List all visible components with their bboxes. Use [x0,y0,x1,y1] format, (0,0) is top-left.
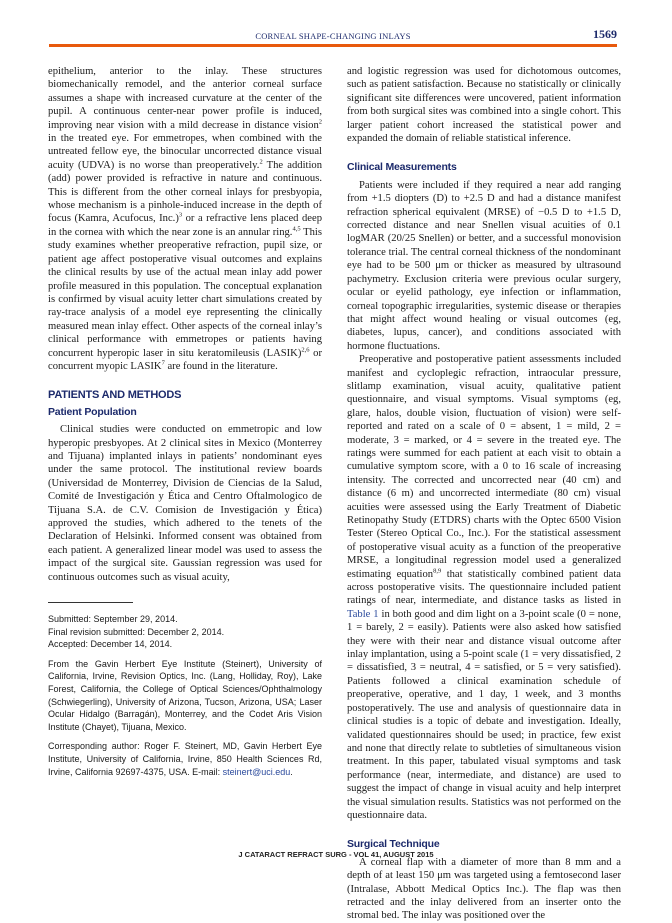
submitted-date: Submitted: September 29, 2014. [48,614,178,625]
revision-date: Final revision submitted: December 2, 2014. [48,626,225,637]
section-heading: PATIENTS AND METHODS [48,389,182,402]
footnotes [48,613,322,778]
running-title: CORNEAL SHAPE-CHANGING INLAYS [255,31,411,41]
inclusion-criteria-paragraph: Patients were included if they required a near add ranging from +1.5 diopters (D) to +2.5 D and had a distance manifest refraction spherical equivalent (MRSE) of −0.5 D to +1.5 D, corrected distance and near Snellen visual acuities of 0.1 logMAR (20/25 Snellen) or better, and a successful monovision tolerance trial. The central corneal thickness of the nondominant eye had to be 500 μm or thicker as measured by ultrasound pachymetry. Exclusion criteria were previous ocular surgery, ocular or eyelid pathology, eye infection or inflammation, corneal topographic irregularities, systemic disease or therapies that might affect wound healing or visual outcomes (eg, diabetes, lupus, cancer), and conditions associated with hormone fluctuations. [347,179,621,352]
left-column [48,65,322,778]
right-column [347,65,621,923]
journal-footer: J CATARACT REFRACT SURG - VOL 41, AUGUST 2015 [238,850,434,859]
reference-link[interactable]: 8,9 [433,567,442,575]
page-header [49,24,617,46]
reference-link[interactable]: 2 [318,118,322,126]
subsection-heading: Patient Population [48,405,137,418]
footnote-divider [48,602,133,603]
reference-link[interactable]: 7 [161,359,165,367]
header-rule [49,44,617,47]
reference-link[interactable]: 3 [178,211,183,219]
reference-link[interactable]: 4,5 [292,225,301,233]
subsection-heading: Clinical Measurements [347,161,457,174]
intro-paragraph: epithelium, anterior to the inlay. These structures biomechanically remodel, and the anterior corneal surface assumes a shape with increased curvature at the center of the pupil. A continuous center-near power profile is induced, improving near vision with a mild decrease in distance vision$^2$ in the treated eye. For emmetropes, when combined with the untreated fellow eye, the binocular uncorrected distance visual acuity (UDVA) is no worse than preoperatively.$^2$ The addition (add) power provided is refractive in nature and continuous. This is different from the other corneal inlays for presbyopia, whose mechanism is a pinhole-induced increase in the depth of focus (Kamra, Acufocus, Inc.)$^3$ or a refractive lens placed deep in the cornea with which the near zone is an annular ring.$^{4,5}$ This study examines whether preoperative refraction, pupil size, or patient age affect postoperative visual outcomes and explains the clinical results by use of the actual mean inlay add power profile measured in this population. The conceptual explanation is confirmed by visual acuity letter chart simulations created by ray-trace analysis of a model eye representing the clinically measured mean inlay effect. Other aspects of the corneal inlay’s clinical performance with emmetropes or patients having concurrent hyperopic laser in situ keratomileusis (LASIK)$^{2,6}$ or concurrent myopic LASIK$^7$ are found in the literature. [48,66,323,372]
reference-link[interactable]: 2,6 [301,346,310,353]
email-link[interactable]: steinert@uci.edu [222,766,291,777]
affiliations: From the Gavin Herbert Eye Institute (Steinert), University of California, Irvine, Revision Optics, Inc. (Lang, Holliday, Roy), Lake Forest, California, the College of Optical Sciences/Ophthalmology (Schwiegerling), University of Arizona, Tucson, Arizona, USA; Laser Ocular Hidalgo (Barragán), Monterrey, and the Codet Aris Vision Institute (Chayet), Tijuana, Mexico. [48,658,322,732]
surgical-technique-paragraph: A corneal flap with a diameter of more than 8 mm and a depth of at least 150 μm was targeted using a femtosecond laser (Intralase, Abbott Medical Optics Inc.). The flap was then retracted and the inlay delivered from an inserter onto the stromal bed. The inlay was positioned over the [347,856,621,922]
reference-link[interactable]: 2 [259,158,263,166]
table-link[interactable]: Table 1 [347,608,379,620]
assessments-paragraph: Preoperative and postoperative patient assessments included manifest and cycloplegic refraction, intraocular pressure, slitlamp examination, visual acuity, qualitative patient questionnaire, and visual symptoms. Visual symptoms (eg, glare, halos, double vision, fluctuation of vision) were self-reported and rated on a scale of 0 = absent, 1 = mild, 2 = moderate, 3 = marked, or 4 = severe in the treated eye. The ratings were summed for each patient at each visit to obtain a cumulative symptom score, with a 0 to 16 scale of increasing intensity. The corrected and uncorrected near (40 cm) and distance (6 m) and uncorrected intermediate (80 cm) visual acuities were assessed using the Early Treatment of Diabetic Retinopathy Study (ETDRS) charts with the Optec 6500 Vision Tester (Stereo Optical Co., Inc.). For the statistical assessment of postoperative visual acuity as a function of the preoperative MRSE, a longitudinal regression model used a generalized estimating equation$^{8,9}$ that statistically combined patient data across postoperative visits. The questionnaire included patient ratings of near, intermediate, and distance tasks as listed in Table 1 in both good and dim light on a 3-point scale (0 = none, 1 = barely, 2 = easily). Patients were also asked how satisfied they were with their near and distance visual outcome after inlay implantation, using a 5-point scale (1 = very dissatisfied, 2 = dissatisfied, 3 = neutral, 4 = satisfied, or 5 = very satisfied). Patients followed a clinical examination schedule of preoperative, operative, and 1 day, 1 week, and 3 months postoperatively. The use and analysis of questionnaire data in clinical studies is a topic of debate and investigation. Ideally, validated questionnaires should be used; in practice, few exist and none that directly relate to subtleties of simultaneous vision treatment. In this paper, tabulated visual symptoms and task performance (near, intermediate, and distance) are used to suggest the impact of change in visual acuity and help interpret the visual simulation results. Statistics was not performed on the questionnaire data. [347,354,621,821]
corresponding-author: Corresponding author: Roger F. Steinert, MD, Gavin Herbert Eye Institute, University of California, Irvine, 850 Health Sciences Rd, Irvine, California 92697-4375, USA. E-mail: steinert@uci.edu. [48,741,322,777]
page-number: 1569 [593,27,617,41]
regression-paragraph: and logistic regression was used for dichotomous outcomes, such as patient satisfaction. Because no statistically or clinically significant site differences were uncovered, patient information from both surgical sites was combined into a single cohort. This larger patient cohort increased the statistical power and expanded the domain of reliable statistical inference. [347,66,621,145]
subsection-heading: Surgical Technique [347,838,440,851]
patient-population-paragraph: Clinical studies were conducted on emmetropic and low hyperopic presbyopes. At 2 clinical sites in Mexico (Monterrey and Tijuana) implanted inlays in patients’ nondominant eyes under the same protocol. The institutional review boards (Universidad de Monterrey, Division de Ciencias de la Salud, Comité de Investigación y Ética and Centro Oftalmologico de Tijuana S.A. de C.V. Comision de Investigación y Ética) approved the studies, which adhered to the tenets of the Declaration of Helsinki. Informed consent was obtained from each patient. A generalized linear model was used to assess the impact of the surgical site. Gaussian regression was used for continuous outcomes such as visual acuity, [48,424,322,583]
accepted-date: Accepted: December 14, 2014. [48,639,173,650]
